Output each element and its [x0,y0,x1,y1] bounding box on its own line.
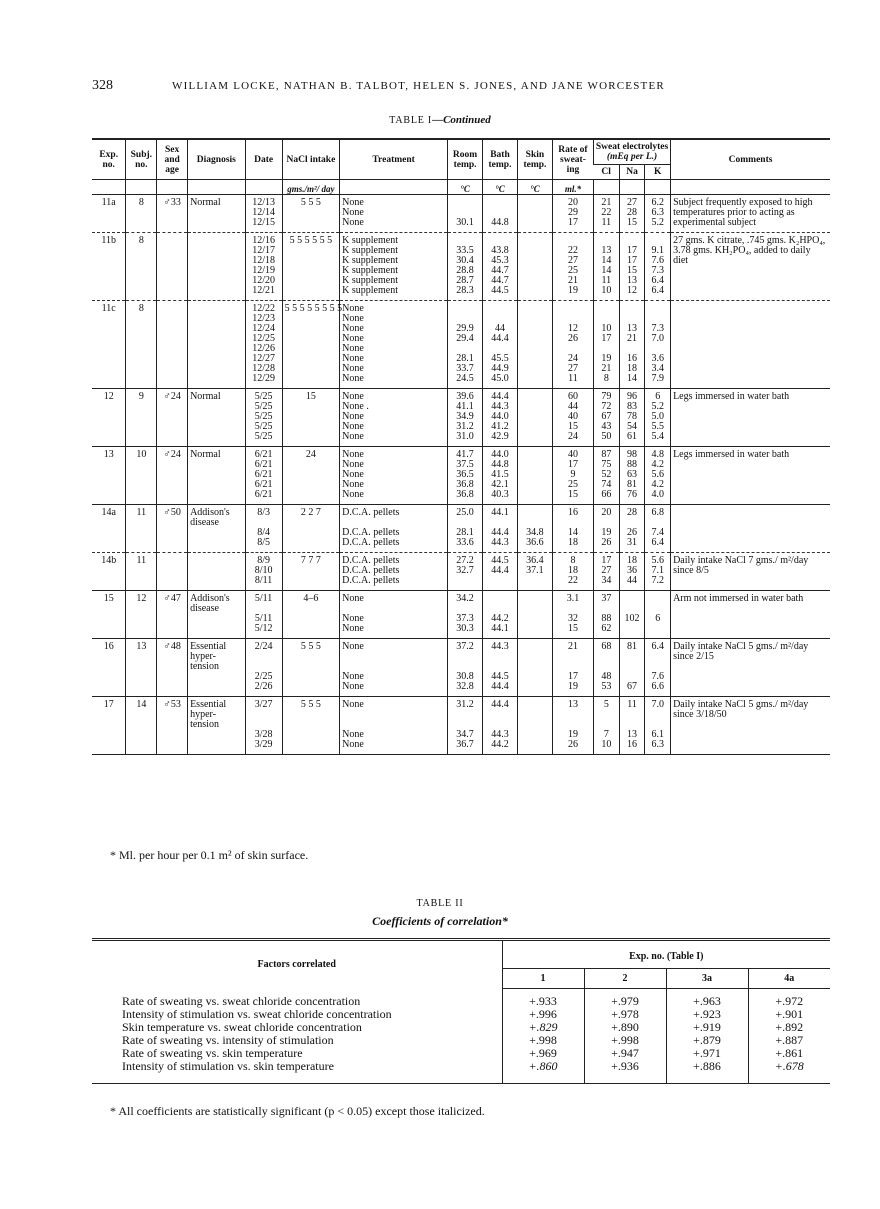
sweat-rate-cell: 3.1 32 15 [552,591,593,639]
exp-col-header: 2 [584,969,666,989]
diagnosis-cell [188,301,246,389]
bath-temp-cell: 44.5 44.4 [483,553,518,591]
factor-label: Rate of sweating vs. sweat chloride concentration [122,993,361,1008]
table-row [92,195,830,233]
sweat-rate-cell: 12 26 24 27 11 [552,301,593,389]
na-cell: 17 17 15 13 12 [619,233,645,301]
exp-no-cell: 14b [101,555,117,566]
date-cell: 12/13 12/14 12/15 [245,195,282,233]
sweat-rate-cell: 8 18 22 [552,553,593,591]
na-cell: 18 36 44 [619,553,645,591]
date-cell: 8/3 8/4 8/5 [245,505,282,553]
coefficient-value: +.969 [529,1046,557,1060]
table1-caption [0,114,880,126]
sex-age-cell: ♂47 [157,591,188,639]
coefficient-value: +.678 [774,1059,804,1073]
table2-caption: TABLE II [416,898,464,909]
k-cell: 9.1 7.6 7.3 6.4 6.4 [645,233,671,301]
exp-no-cell: 14a [101,507,116,518]
exp-no-cell: 11a [101,197,116,208]
col-subj-header: Subj. no. [126,139,157,180]
col-comments-header: Comments [671,139,830,180]
col-sex-header: Sex and age [157,139,188,180]
comment-cell: Legs immersed in water bath [671,389,830,447]
table-row [92,697,830,755]
exp-no-cell: 16 [103,641,114,652]
exp-col-header: 1 [502,969,584,989]
k-cell: 7.0 6.1 6.3 [645,697,671,755]
room-temp-cell: 39.6 41.1 34.9 31.2 31.0 [448,389,483,447]
nacl-intake-cell: 5 5 5 [282,195,340,233]
sex-age-cell: ♂24 [157,447,188,505]
na-cell: 11 13 16 [619,697,645,755]
room-temp-cell: 37.2 30.8 32.8 [448,639,483,697]
table-row [92,233,830,301]
diagnosis-cell [188,553,246,591]
coefficient-value: +.861 [775,1046,804,1060]
coefficient-value: +.933 [529,994,557,1008]
na-cell: 96 83 78 54 61 [619,389,645,447]
bath-temp-cell: 44 44.4 45.5 44.9 45.0 [483,301,518,389]
coefficient-value: +.978 [611,1007,639,1021]
room-temp-cell: 33.5 30.4 28.8 28.7 28.3 [448,233,483,301]
coefficient-value: +.996 [529,1007,557,1021]
bath-temp-cell: 44.8 [483,195,518,233]
coef-column [584,989,666,1084]
sex-age-cell: ♂50 [157,505,188,553]
table2-subtitle: Coefficients of correlation* [372,914,508,928]
factor-label: Rate of sweating vs. intensity of stimulation [122,1032,334,1047]
diagnosis-cell: Normal [188,195,246,233]
cl-cell: 79 72 67 43 50 [594,389,620,447]
exp-no-cell: 15 [103,593,114,604]
table-row [92,591,830,639]
subj-no-cell: 12 [126,591,157,639]
coefficient-value: +.923 [693,1007,721,1021]
table2-body [92,989,830,1084]
na-cell: 98 88 63 81 76 [619,447,645,505]
comment-cell: Subject frequently exposed to high temperatures prior to acting as experimental subject [671,195,830,233]
cl-cell: 5 7 10 [594,697,620,755]
room-temp-cell: 25.0 28.1 33.6 [448,505,483,553]
cl-cell: 87 75 52 74 66 [594,447,620,505]
table1-group [92,553,830,591]
nacl-intake-cell: 5 5 5 [282,639,340,697]
treatment-cell: None None None None None None None None [340,301,448,389]
sweat-rate-cell: 60 44 40 15 24 [552,389,593,447]
cl-cell: 68 48 53 [594,639,620,697]
treatment-cell: D.C.A. pellets D.C.A. pellets D.C.A. pellets [340,505,448,553]
bath-temp-cell: 44.4 44.3 44.2 [483,697,518,755]
factors-header: Factors correlated [92,940,502,989]
coefficient-value: +.971 [693,1046,721,1060]
table1-group [92,591,830,639]
table-row [92,389,830,447]
comment-cell: Daily intake NaCl 7 gms./ m²/day since 8/5 [671,553,830,591]
exp-no-cell: 17 [103,699,114,710]
k-cell: 6.4 7.6 6.6 [645,639,671,697]
subj-no-cell: 11 [126,553,157,591]
col-date-header: Date [245,139,282,180]
table-row [92,301,830,389]
coef-column [666,989,748,1084]
comment-cell: 27 gms. K citrate, .745 gms. K₂HPO₄, 3.78 gms. KH₂PO₄, added to daily diet [671,233,830,301]
table1-group [92,505,830,553]
diagnosis-cell: Normal [188,389,246,447]
unit-rate: ml.* [552,180,593,195]
diagnosis-cell: Normal [188,447,246,505]
comment-cell: Daily intake NaCl 5 gms./ m²/day since 2/15 [671,639,830,697]
k-cell: 6.2 6.3 5.2 [645,195,671,233]
nacl-intake-cell: 5 5 5 5 5 5 [282,233,340,301]
comment-cell: Legs immersed in water bath [671,447,830,505]
nacl-intake-cell: 5 5 5 [282,697,340,755]
room-temp-cell: 29.9 29.4 28.1 33.7 24.5 [448,301,483,389]
coefficient-value: +.972 [775,994,804,1008]
bath-temp-cell: 44.4 44.3 44.0 41.2 42.9 [483,389,518,447]
table1-footnote: * Ml. per hour per 0.1 m² of skin surface. [110,848,309,862]
table2 [92,938,830,1084]
k-cell: 4.8 4.2 5.6 4.2 4.0 [645,447,671,505]
table1 [92,138,830,755]
col-k-header: K [645,165,671,180]
bath-temp-cell: 44.1 44.4 44.3 [483,505,518,553]
table1-group [92,195,830,233]
nacl-intake-cell: 24 [282,447,340,505]
skin-temp-cell: 36.4 37.1 [517,553,552,591]
unit-nacl: gms./m²/ day [282,180,340,195]
subj-no-cell: 10 [126,447,157,505]
skin-temp-cell [517,233,552,301]
table1-group [92,233,830,301]
date-cell: 12/16 12/17 12/18 12/19 12/20 12/21 [245,233,282,301]
nacl-intake-cell: 5 5 5 5 5 5 5 5 [282,301,340,389]
coefficient-value: +.887 [775,1033,804,1047]
coefficient-value: +.963 [693,994,721,1008]
sweat-header-unit: (mEq per L.) [606,152,658,162]
cl-cell: 13 14 14 11 10 [594,233,620,301]
exp-col-header: 4a [748,969,830,989]
skin-temp-cell [517,639,552,697]
skin-temp-cell [517,301,552,389]
coefficient-value: +.829 [528,1020,558,1034]
sweat-rate-cell: 16 14 18 [552,505,593,553]
col-cl-header: Cl [594,165,620,180]
coefficient-value: +.919 [693,1020,721,1034]
coefficient-value: +.890 [611,1020,639,1034]
date-cell: 6/21 6/21 6/21 6/21 6/21 [245,447,282,505]
sex-age-cell [157,553,188,591]
skin-temp-cell [517,591,552,639]
coefficient-value: +.892 [775,1020,804,1034]
room-temp-cell: 30.1 [448,195,483,233]
room-temp-cell: 34.2 37.3 30.3 [448,591,483,639]
units-row [92,180,830,195]
room-temp-cell: 31.2 34.7 36.7 [448,697,483,755]
treatment-cell: None None None [340,195,448,233]
sweat-header-label: Sweat electrolytes [595,142,669,152]
exp-no-cell: 11b [101,235,117,246]
cl-cell: 21 22 11 [594,195,620,233]
bath-temp-cell: 44.0 44.8 41.5 42.1 40.3 [483,447,518,505]
page-number: 328 [92,78,113,93]
col-rate-header: Rate of sweat-ing [552,139,593,180]
treatment-cell: None None . None None None [340,389,448,447]
diagnosis-cell: Addison's disease [188,505,246,553]
table-row [92,505,830,553]
factor-label: Skin temperature vs. sweat chloride concentration [122,1019,362,1034]
coefficient-value: +.901 [775,1007,804,1021]
k-cell: 5.6 7.1 7.2 [645,553,671,591]
sweat-rate-cell: 20 29 17 [552,195,593,233]
comment-cell [671,505,830,553]
nacl-intake-cell: 7 7 7 [282,553,340,591]
col-skin-header: Skin temp. [517,139,552,180]
unit-room: °C [448,180,483,195]
room-temp-cell: 41.7 37.5 36.5 36.8 36.8 [448,447,483,505]
skin-temp-cell [517,389,552,447]
factor-label: Intensity of stimulation vs. sweat chloride concentration [122,1006,392,1021]
sweat-rate-cell: 13 19 26 [552,697,593,755]
nacl-intake-cell: 2 2 7 [282,505,340,553]
sweat-rate-cell: 40 17 9 25 15 [552,447,593,505]
exp-no-cell: 12 [103,391,114,402]
na-cell: 81 67 [619,639,645,697]
table-row [92,639,830,697]
diagnosis-cell: Addison's disease [188,591,246,639]
diagnosis-cell: Essential hyper-tension [188,639,246,697]
subj-no-cell: 13 [126,639,157,697]
cl-cell: 10 17 19 21 8 [594,301,620,389]
subj-no-cell: 9 [126,389,157,447]
col-bath-header: Bath temp. [483,139,518,180]
skin-temp-cell: 34.8 36.6 [517,505,552,553]
treatment-cell: K supplement K supplement K supplement K supplement K supplement K supplement [340,233,448,301]
date-cell: 8/9 8/10 8/11 [245,553,282,591]
table1-group [92,639,830,697]
col-diagnosis-header: Diagnosis [188,139,246,180]
factor-label: Rate of sweating vs. skin temperature [122,1045,303,1060]
treatment-cell: None None None [340,591,448,639]
coefficient-value: +.979 [611,994,639,1008]
cl-cell: 20 19 26 [594,505,620,553]
date-cell: 12/22 12/23 12/24 12/25 12/26 12/27 12/28 12/29 [245,301,282,389]
subj-no-cell: 8 [126,195,157,233]
treatment-cell: None None None [340,697,448,755]
coef-column [502,989,584,1084]
subj-no-cell: 14 [126,697,157,755]
na-cell: 27 28 15 [619,195,645,233]
table1-group [92,301,830,389]
date-cell: 5/25 5/25 5/25 5/25 5/25 [245,389,282,447]
k-cell: 6.8 7.4 6.4 [645,505,671,553]
subj-no-cell: 8 [126,301,157,389]
skin-temp-cell [517,447,552,505]
date-cell: 2/24 2/25 2/26 [245,639,282,697]
k-cell: 6 [645,591,671,639]
nacl-intake-cell: 15 [282,389,340,447]
unit-bath: °C [483,180,518,195]
na-cell: 28 26 31 [619,505,645,553]
cl-cell: 37 88 62 [594,591,620,639]
sex-age-cell: ♂24 [157,389,188,447]
diagnosis-cell [188,233,246,301]
comment-cell: Arm not immersed in water bath [671,591,830,639]
coefficient-value: +.998 [529,1033,557,1047]
table1-caption-suffix: —Continued [432,114,491,126]
col-sweat-header [594,139,671,165]
table1-group [92,389,830,447]
comment-cell: Daily intake NaCl 5 gms./ m²/day since 3/18/50 [671,697,830,755]
na-cell: 102 [619,591,645,639]
room-temp-cell: 27.2 32.7 [448,553,483,591]
exp-no-cell: 11c [101,303,116,314]
sweat-rate-cell: 21 17 19 [552,639,593,697]
coefficient-value: +.879 [693,1033,721,1047]
coefficient-value: +.998 [611,1033,639,1047]
factor-label: Intensity of stimulation vs. skin temperature [122,1058,334,1073]
coefficient-value: +.936 [611,1059,639,1073]
exp-col-header: 3a [666,969,748,989]
nacl-intake-cell: 4–6 [282,591,340,639]
col-nacl-header: NaCl intake [282,139,340,180]
comment-cell [671,301,830,389]
bath-temp-cell: 44.2 44.1 [483,591,518,639]
bath-temp-cell: 44.3 44.5 44.4 [483,639,518,697]
table1-group [92,447,830,505]
exp-no-cell: 13 [103,449,114,460]
coefficient-value: +.947 [611,1046,639,1060]
coef-column [748,989,830,1084]
sweat-rate-cell: 22 27 25 21 19 [552,233,593,301]
table-row [92,447,830,505]
sex-age-cell: ♂48 [157,639,188,697]
col-exp-header: Exp. no. [92,139,126,180]
table2-footnote: * All coefficients are statistically significant (p < 0.05) except those italicized. [110,1104,485,1118]
treatment-cell: None None None None None [340,447,448,505]
skin-temp-cell [517,697,552,755]
sex-age-cell: ♂33 [157,195,188,233]
cl-cell: 17 27 34 [594,553,620,591]
subj-no-cell: 11 [126,505,157,553]
sex-age-cell [157,301,188,389]
bath-temp-cell: 43.8 45.3 44.7 44.7 44.5 [483,233,518,301]
exp-no-header: Exp. no. (Table I) [502,940,830,969]
sex-age-cell [157,233,188,301]
table1-caption-label: TABLE I [389,115,433,126]
diagnosis-cell: Essential hyper-tension [188,697,246,755]
date-cell: 5/11 5/11 5/12 [245,591,282,639]
coefficient-value: +.860 [528,1059,558,1073]
na-cell: 13 21 16 18 14 [619,301,645,389]
unit-skin: °C [517,180,552,195]
date-cell: 3/27 3/28 3/29 [245,697,282,755]
col-na-header: Na [619,165,645,180]
k-cell: 7.3 7.0 3.6 3.4 7.9 [645,301,671,389]
table1-group [92,697,830,755]
sex-age-cell: ♂53 [157,697,188,755]
factor-list [92,989,502,1084]
table-row [92,553,830,591]
coefficient-value: +.886 [693,1059,721,1073]
treatment-cell: D.C.A. pellets D.C.A. pellets D.C.A. pellets [340,553,448,591]
k-cell: 6 5.2 5.0 5.5 5.4 [645,389,671,447]
col-room-header: Room temp. [448,139,483,180]
treatment-cell: None None None [340,639,448,697]
running-authors: WILLIAM LOCKE, NATHAN B. TALBOT, HELEN S. JONES, AND JANE WORCESTER [172,80,665,92]
subj-no-cell: 8 [126,233,157,301]
skin-temp-cell [517,195,552,233]
col-treatment-header: Treatment [340,139,448,180]
